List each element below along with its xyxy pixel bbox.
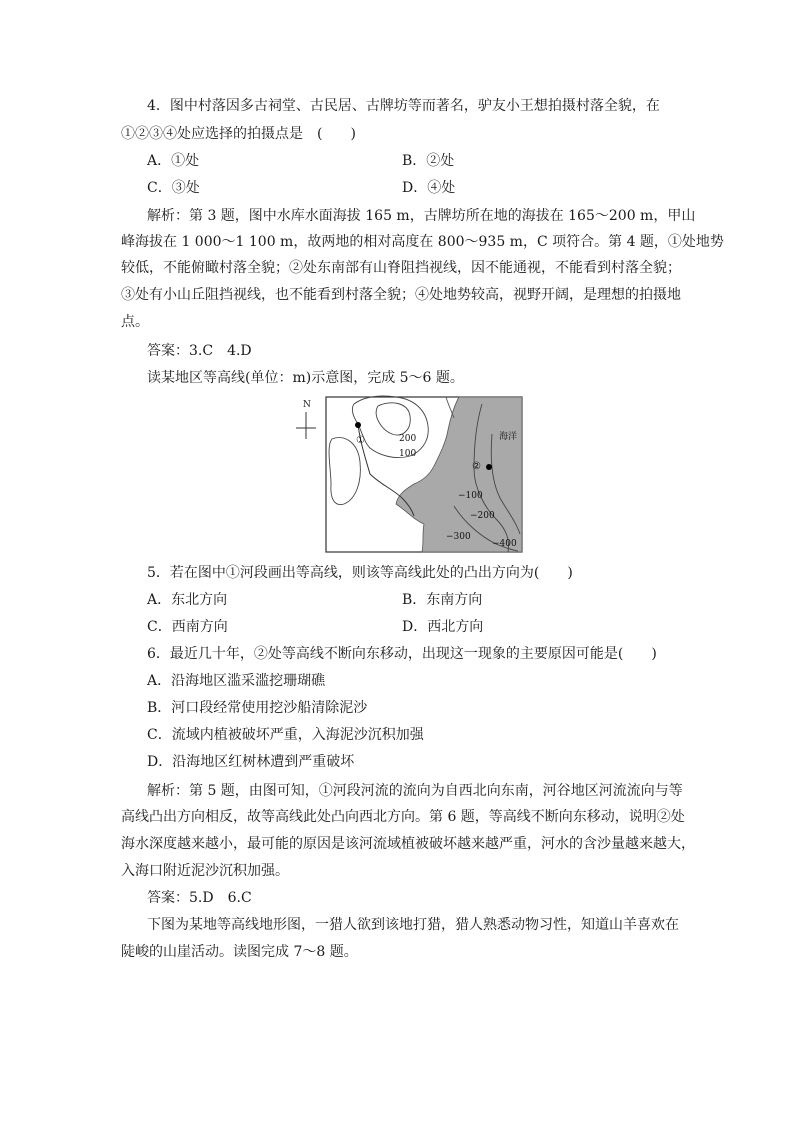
contour-label-100: 100 bbox=[399, 449, 417, 459]
explanation-3-4-line3: 较低，不能俯瞰村落全貌；②处东南部有山脊阻挡视线，因不能通视，不能看到村落全貌； bbox=[121, 260, 681, 276]
answer-3-4: 答案：3.C 4.D bbox=[147, 343, 252, 359]
q5-option-d: D．西北方向 bbox=[402, 619, 484, 635]
isobath-label-minus-400: −400 bbox=[492, 539, 517, 549]
q4-stem-line2: ①②③④处应选择的拍摄点是 ( ) bbox=[121, 126, 356, 142]
explanation-3-4-line4: ③处有小山丘阻挡视线，也不能看到村落全貌；④处地势较高，视野开阔，是理想的拍摄地 bbox=[121, 287, 681, 303]
point-1-label: ① bbox=[356, 435, 365, 446]
answer-5-6: 答案：5.D 6.C bbox=[147, 890, 252, 906]
q5-option-c: C．西南方向 bbox=[147, 619, 228, 635]
intro-7-8-line2: 陡峻的山崖活动。读图完成 7～8 题。 bbox=[121, 944, 358, 960]
q6-stem: 6．最近几十年，②处等高线不断向东移动，出现这一现象的主要原因可能是( ) bbox=[147, 646, 657, 662]
explanation-5-6-line4: 入海口附近泥沙沉积加强。 bbox=[121, 863, 289, 879]
explanation-3-4-line2: 峰海拔在 1 000～1 100 m，故两地的相对高度在 800～935 m，C 项符合。第 4 题，①处地势 bbox=[121, 234, 724, 250]
isobath-label-minus-300: −300 bbox=[446, 532, 471, 542]
q6-option-d: D．沿海地区红树林遭到严重破坏 bbox=[147, 754, 355, 770]
q4-option-c: C．③处 bbox=[147, 180, 200, 196]
point-1-marker bbox=[355, 422, 361, 428]
contour-map bbox=[296, 394, 526, 554]
intro-5-6: 读某地区等高线(单位：m)示意图，完成 5～6 题。 bbox=[147, 370, 464, 386]
intro-7-8-line1: 下图为某地等高线地形图，一猎人欲到该地打猎，猎人熟悉动物习性，知道山羊喜欢在 bbox=[147, 917, 679, 933]
q5-stem: 5．若在图中①河段画出等高线，则该等高线此处的凸出方向为( ) bbox=[147, 565, 573, 581]
isobath-label-minus-100: −100 bbox=[458, 491, 483, 501]
q4-stem-line1: 4．图中村落因多古祠堂、古民居、古牌坊等而著名，驴友小王想拍摄村落全貌，在 bbox=[147, 98, 660, 114]
explanation-3-4-line1: 解析：第 3 题，图中水库水面海拔 165 m，古牌坊所在地的海拔在 165～200 m，甲山 bbox=[147, 208, 696, 224]
sea-label: 海洋 bbox=[499, 432, 518, 442]
q5-option-b: B．东南方向 bbox=[402, 592, 483, 608]
explanation-5-6-line1: 解析：第 5 题，由图可知，①河段河流的流向为自西北向东南，河谷地区河流流向与等 bbox=[147, 783, 683, 799]
q4-option-d: D．④处 bbox=[402, 180, 456, 196]
north-label: N bbox=[303, 400, 311, 410]
point-2-marker bbox=[486, 464, 492, 470]
contour-label-200: 200 bbox=[399, 434, 417, 444]
isobath-label-minus-200: −200 bbox=[470, 511, 495, 521]
point-2-label: ② bbox=[472, 461, 481, 472]
q6-option-c: C．流域内植被破坏严重，入海泥沙沉积加强 bbox=[147, 727, 424, 743]
explanation-5-6-line2: 高线凸出方向相反，故等高线此处凸向西北方向。第 6 题，等高线不断向东移动，说明②处 bbox=[121, 809, 685, 825]
explanation-3-4-line5: 点。 bbox=[121, 314, 149, 330]
q6-option-a: A．沿海地区滥采滥挖珊瑚礁 bbox=[147, 673, 326, 689]
q5-option-a: A．东北方向 bbox=[147, 592, 228, 608]
explanation-5-6-line3: 海水深度越来越小，最可能的原因是该河流域植被破坏越来越严重，河水的含沙量越来越大， bbox=[121, 836, 695, 852]
q4-option-b: B．②处 bbox=[402, 153, 455, 169]
q4-option-a: A．①处 bbox=[147, 153, 200, 169]
north-arrow bbox=[296, 400, 316, 439]
q6-option-b: B．河口段经常使用挖沙船清除泥沙 bbox=[147, 700, 368, 716]
